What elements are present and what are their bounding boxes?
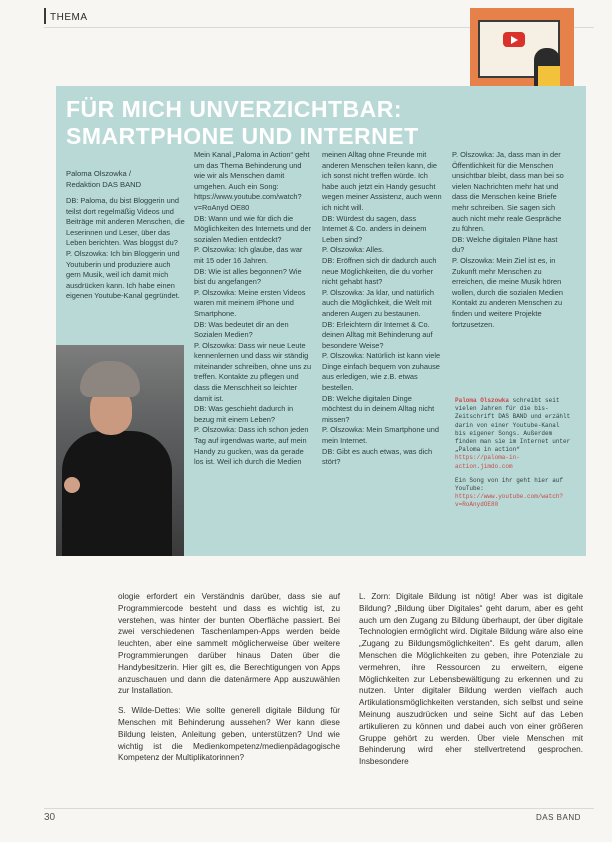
paragraph: DB: Paloma, du bist Bloggerin und teilst dort regelmäßig Videos und Beiträge mit anderen Menschen, die Leserinnen und Leser, über das Leben berichten. Was bloggst du? [66, 196, 185, 248]
bio-link-1[interactable]: https://paloma-in-action.jimdo.com [455, 454, 520, 470]
portrait-photo [56, 345, 184, 556]
shirt-illustration [538, 66, 560, 88]
section-label: THEMA [50, 12, 88, 23]
video-illustration [470, 8, 574, 88]
paragraph: DB: Wie ist alles begonnen? Wie bist du angefangen? [194, 266, 302, 287]
section-marker [44, 8, 46, 24]
paragraph: P. Olszowka: Dass wir neue Leute kennenlernen und dass wir ständig miteinander schreiben, ohne uns zu treffen. Kontakte zu pflegen und dass die Menschheit so leichter damit ist. [194, 340, 312, 403]
author-org: Redaktion DAS BAND [66, 180, 142, 189]
paragraph: DB: Würdest du sagen, dass Internet & Co. anders in deinem Leben sind? [322, 213, 427, 244]
magazine-name: DAS BAND [536, 813, 581, 822]
article-title [66, 96, 486, 150]
play-button-icon [503, 32, 525, 47]
bio-name: Paloma Olszowka [455, 397, 510, 404]
paragraph: P. Olszowka: Meine ersten Videos waren mit meinem iPhone und Smartphone. [194, 287, 306, 318]
paragraph: P. Olszowka: Ja klar, und natürlich auch die Möglichkeit, die Welt mit anderen Augen zu bestaunen. [322, 287, 435, 318]
paragraph: DB: Welche digitalen Pläne hast du? [452, 234, 558, 255]
title-line-1: FÜR MICH UNVERZICHTBAR: [66, 96, 403, 122]
footer-divider [44, 808, 594, 809]
bio-text-2: Ein Song von ihr geht hier auf YouTube: [455, 476, 564, 493]
interview-column-4 [452, 150, 570, 330]
paragraph: L. Zorn: Digitale Bildung ist nötig! Aber was ist digitale Bildung? „Bildung über Digitales“ geht darum, aber es geht auch um den Zugang zu Bildung überhaupt, der über digitale Technologien ermöglicht wird. Digitale Bildung wäre also eine „Zugang zu Bildungsmöglichkeiten“. Es geht darum, allen Menschen die Möglichkeiten zu geben, ihre Potenziale zu vermehren, ihre Ressourcen zu erweitern, eigene Möglichkeiten zur Lebensbewältigung zu erkennen und zu nutzen. Unter digitaler Bildung werden vielfach auch Artikulationsmöglichkeiten verstanden, sich selbst und seine Meinung auszudrücken und seine Sicht auf das Leben artikulieren zu können und dabei auch von einer größeren Gruppe gehört zu werden. Über viele Menschen mit Behinderung wird eher stellvertretend gesprochen. Insbesondere [359, 592, 583, 767]
coat-shape [62, 431, 172, 556]
hat-shape [80, 361, 140, 397]
paragraph: P. Olszowka: Ich bin Bloggerin und Youtuberin und produziere auch gern Musik, weil ich damit mich ausdrücken kann. Ich habe einen eigenen Youtube-Kanal gegründet. [66, 248, 180, 301]
body-column-right [359, 591, 583, 768]
interview-column-1 [66, 168, 186, 302]
paragraph: P. Olszowka: Ja, dass man in der Öffentlichkeit für die Menschen unsichtbar bleibt, dass man bei so vielen Nachrichten mehr hat und dass die Menschen keine Briefe mehr schreiben. Sie sagen sich auch nicht mehr reale Gespräche zu führen. [452, 150, 564, 234]
author-bio [455, 397, 573, 510]
interview-column-3 [322, 150, 442, 468]
interview-column-2 [194, 150, 312, 468]
paragraph: P. Olszowka: Natürlich ist kann viele Dinge einfach bequem von zuhause aus erledigen, wie z.B. etwas bestellen. [322, 351, 441, 393]
paragraph: DB: Was geschieht dadurch in bezug mit einem Leben? [194, 404, 294, 424]
paragraph: ologie erfordert ein Verständnis darüber, dass sie auf Programmiercode besteht und dass es wichtig ist, zu verstehen, was hinter der bunten Oberfläche passiert. Bei zwei verschiedenen Taschenlampen-Apps werden beide leuchten, aber eine sammelt möglicherweise über weitere Programmierungen darüber hinaus Daten über die Handybesitzerin. Hier gilt es, die Berechtigungen von Apps anzuschauen und dann die datenärmere App auszuwählen zur Installation. [118, 592, 340, 696]
author-name: Paloma Olszowka / [66, 169, 131, 178]
paragraph: DB: Erleichtern dir Internet & Co. deinen Alltag mit Behinderung auf besondere Weise? [322, 319, 433, 350]
paragraph: meinen Alltag ohne Freunde mit anderen Menschen teilen kann, die ich sonst nicht treffen würde. Ich habe auch jetzt ein Handy gesucht wegen meiner Assistenz, auch wenn ich nicht will. [322, 150, 442, 212]
paragraph: DB: Welche digitalen Dinge möchtest du in deinem Alltag nicht missen? [322, 393, 435, 424]
hand-shape [64, 477, 80, 493]
paragraph: DB: Wann und wie für dich die Möglichkeiten des Internets und der sozialen Medien entdeckt? [194, 213, 312, 244]
paragraph: S. Wilde-Dettes: Wie sollte generell digitale Bildung für Menschen mit Behinderung aussehen? Wer kann diese Bildung leisten, Anleitung geben, unterstützen? Und wie wichtig ist die Medienkompetenz/medienpädagogische Kompetenz der Multiplikatorinnen? [118, 706, 340, 763]
page-number: 30 [44, 812, 56, 823]
paragraph: P. Olszowka: Alles. [322, 245, 384, 255]
body-column-left [118, 591, 340, 764]
paragraph: P. Olszowka: Mein Smartphone und mein Internet. [322, 425, 439, 446]
title-line-2: SMARTPHONE UND INTERNET [66, 123, 419, 149]
paragraph: P. Olszowka: Dass ich schon jeden Tag auf irgendwas warte, auf mein Handy zu gucken, was da gerade los ist. Weil ich durch die Medien [194, 425, 309, 467]
bio-text: schreibt seit vielen Jahren für die bis-Zeitschrift DAS BAND und erzählt darin von einer Youtube-Kanal bis eigener Songs. Außerdem finden man sie im Internet unter „Paloma in action“ [455, 397, 571, 454]
paragraph: P. Olszowka: Ich glaube, das war mit 15 oder 16 Jahren. [194, 245, 303, 265]
bio-link-2[interactable]: https://www.youtube.com/watch?v=RoAnydOE80 [455, 493, 564, 509]
paragraph: Mein Kanal „Paloma in Action“ geht um das Thema Behinderung und wie wir als Menschen damit umgehen. Auch ein Song: https://www.youtube.com/watch?v=RoAnyd OE80 [194, 150, 310, 212]
paragraph: DB: Was bedeutet dir an den Sozialen Medien? [194, 319, 289, 340]
paragraph: DB: Eröffnen sich dir dadurch auch neue Möglichkeiten, die du vorher nicht gehabt hast? [322, 255, 437, 287]
paragraph: DB: Gibt es auch etwas, was dich stört? [322, 446, 433, 467]
paragraph: P. Olszowka: Mein Ziel ist es, in Zukunft mehr Menschen zu erreichen, die meine Musik hören wollen, durch die sozialen Medien Kontakt zu anderen Menschen zu finden und weitere Projekte fortzusetzen. [452, 255, 563, 329]
